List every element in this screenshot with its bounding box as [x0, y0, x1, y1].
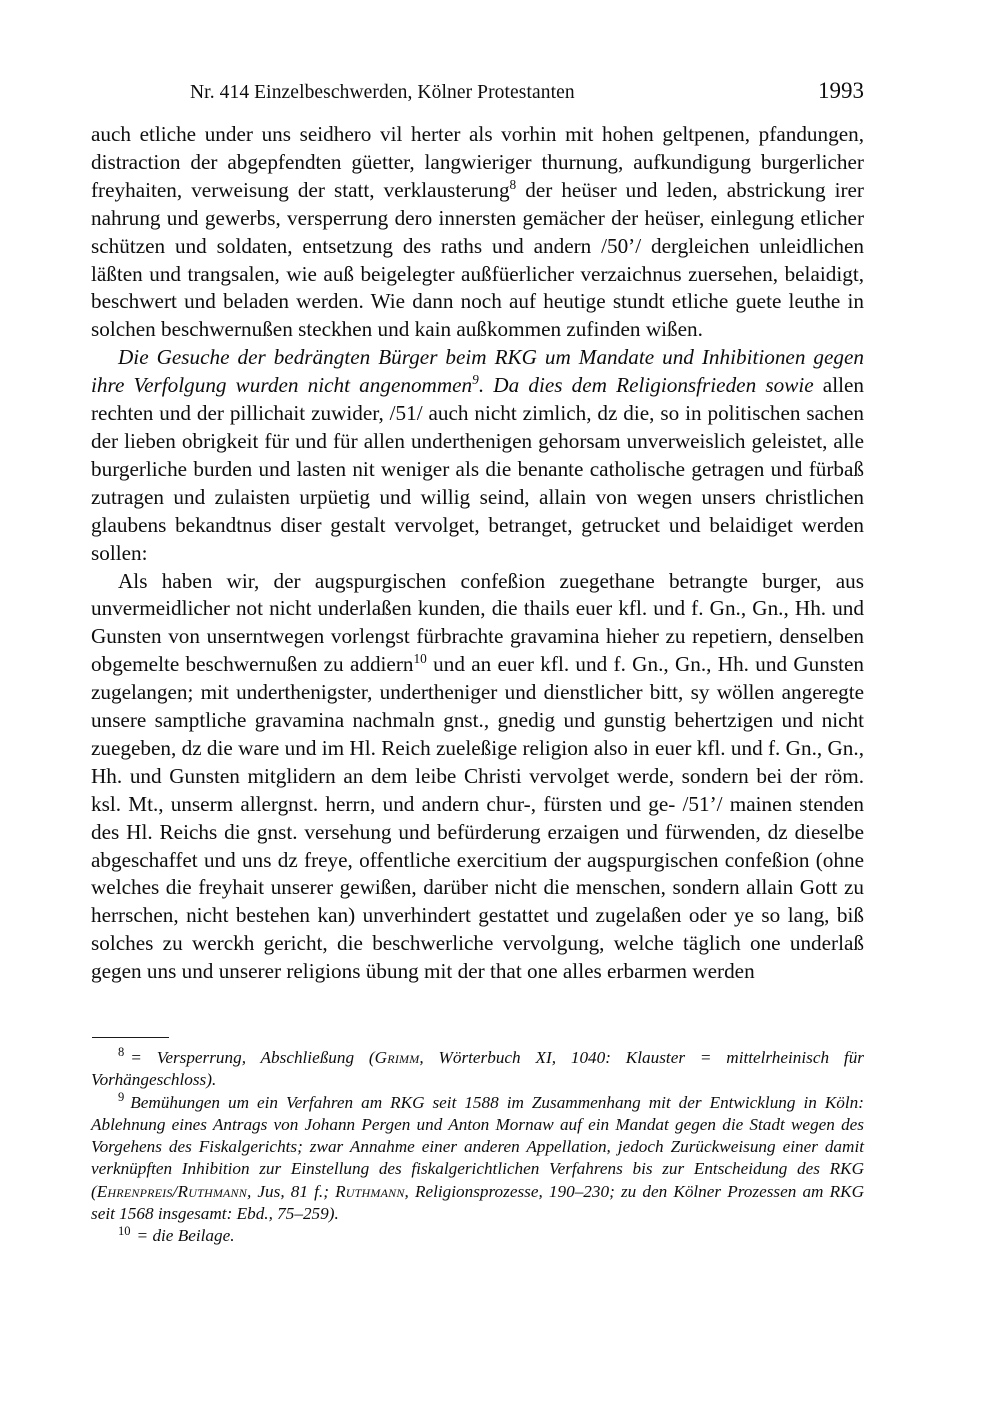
- footnote-reference: 10: [413, 651, 427, 667]
- small-caps-name: Ruthmann: [335, 1181, 405, 1201]
- italic-run: , Wörterbuch XI, 1040: Klauster = mittelrheinisch für Vorhängeschloss).: [91, 1048, 864, 1090]
- footnote-number: 9: [118, 1089, 125, 1104]
- italic-run: . Da dies dem Religionsfrieden sowie: [478, 373, 814, 398]
- italic-run: Bemühungen um ein Verfahren am RKG seit 1588 im Zusammenhang mit der Entwicklung in Köln: Ablehnung eines Antrags von Johann Pergen und Anton Mornaw auf ein Mandat gegen die Stadt wegen des Vorgehens des Fiskalgerichts; zwar Annahme einer anderen Appellation, jedoch Zurückweisung einer damit verknüpften Inhibition zur Einstellung des fiskalgerichtlichen Verfahrens bis zur Entscheidung des RKG (: [91, 1092, 864, 1201]
- small-caps-name: Ehrenpreis/Ruthmann: [96, 1181, 247, 1201]
- running-header-title: Nr. 414 Einzelbeschwerden, Kölner Protestanten: [190, 82, 575, 103]
- page-number: 1993: [818, 78, 864, 103]
- italic-run: , Jus, 81 f.;: [246, 1181, 336, 1201]
- footnote-block: [91, 1037, 864, 1248]
- footnote-reference: 9: [472, 372, 479, 388]
- italic-run: , Religionsprozesse, 190–230; zu den Kölner Prozessen am RKG seit 1568 insgesamt: Ebd., 75–259).: [91, 1181, 864, 1224]
- body-text-block: [91, 121, 864, 986]
- footnote-8: [91, 1047, 864, 1092]
- footnote-list: [91, 1047, 864, 1248]
- text-run: Als haben wir, der augspurgischen confeßion zuegethane betrangte burger, aus unvermeidlicher not nicht underlaßen kunden, die thails euer kfl. und f. Gn., Gn., Hh. und Gunsten von unserntwegen vorlengst fürbrachte gravamina hieher zu repetiern, denselben obgemelte beschwernußen zu addiern: [91, 568, 864, 677]
- running-header: [91, 78, 864, 104]
- para-3: [91, 568, 864, 987]
- italic-run: = die Beilage.: [136, 1226, 235, 1246]
- footnote-number: 10: [118, 1223, 131, 1238]
- para-1: [91, 121, 864, 344]
- italic-run: Die Gesuche der bedrängten Bürger beim RKG um Mandate und Inhibitionen gegen ihre Verfolgung wurden nicht angenommen: [91, 345, 864, 398]
- italic-run: = Versperrung, Abschließung (: [130, 1048, 375, 1067]
- text-run: allen rechten und der pillichait zuwider, /51/ auch nicht zimlich, dz die, so in politischen sachen der lieben obrigkeit für und für allen underthenigen gehorsam unverweislich geleistet, alle burgerliche burden und lasten nit weniger als die benante catholische getragen und fürbaß zutragen und zulaisten urpüetig und willig seind, allain von wegen unsers christlichen glaubens bekandtnus diser gestalt vervolget, betranget, getrucket und belaidiget werden sollen:: [91, 373, 864, 565]
- text-run: und an euer kfl. und f. Gn., Gn., Hh. und Gunsten zugelangen; mit underthenigster, undertheniger und dienstlicher bitt, sy wöllen angeregte unsere samptliche gravamina nachmaln gnst., gnedig und gunstig behertzigen und nicht zuegeben, dz die ware und im Hl. Reich zueleßige religion also in euer kfl. und f. Gn., Gn., Hh. und Gunsten mitglidern an dem leibe Christi vervolget werde, sondern bei der röm. ksl. Mt., unserm allergnst. herrn, und andern chur-, fürsten und ge- /51’/ mainen stenden des Hl. Reichs die gnst. versehung und befürderung erzaigen und fürwenden, dz dieselbe abgeschaffet und uns dz freye, offentliche exercitium der augspurgischen confeßion (ohne welches die freyhait unserer gewißen, darüber nicht die menschen, sondern allain Gott zu herrschen, nicht bestehen kan) unverhindert gestattet und zugelaßen oder ye so lang, biß solches zu werckh gericht, die beschwerliche vervolgung, welche täglich one underlaß gegen uns und unserer religions übung mit der that one alles erbarmen werden: [91, 652, 864, 984]
- text-run: auch etliche under uns seidhero vil herter als vorhin mit hohen geltpenen, pfandungen, distraction der abgepfendten güetter, langwieriger thurnung, aufkundigung burgerlicher freyhaiten, verweisung der statt, verklausterung: [91, 122, 864, 202]
- footnote-10: [91, 1225, 864, 1247]
- footnote-number: 8: [118, 1045, 125, 1060]
- footnote-9: [91, 1089, 864, 1226]
- footnote-reference: 8: [509, 176, 517, 192]
- small-caps-name: Grimm: [374, 1048, 420, 1067]
- text-run: der heüser und leden, abstrickung irer nahrung und gewerbs, versperrung dero innersten gemächer der heüser, einlegung etlicher schützen und soldaten, entsetzung des raths und andern /50’/ dergleichen unleidlichen läßten und trangsalen, wie auß beigelegter außfüerlicher verzaichnus zuersehen, belaidigt, beschwert und beladen werden. Wie dann noch auf heutige stundt etliche guete leuthe in solchen beschwernußen steckhen und kain außkommen zufinden wißen.: [91, 177, 864, 342]
- para-2: [91, 344, 864, 567]
- footnote-separator-rule: [92, 1037, 169, 1038]
